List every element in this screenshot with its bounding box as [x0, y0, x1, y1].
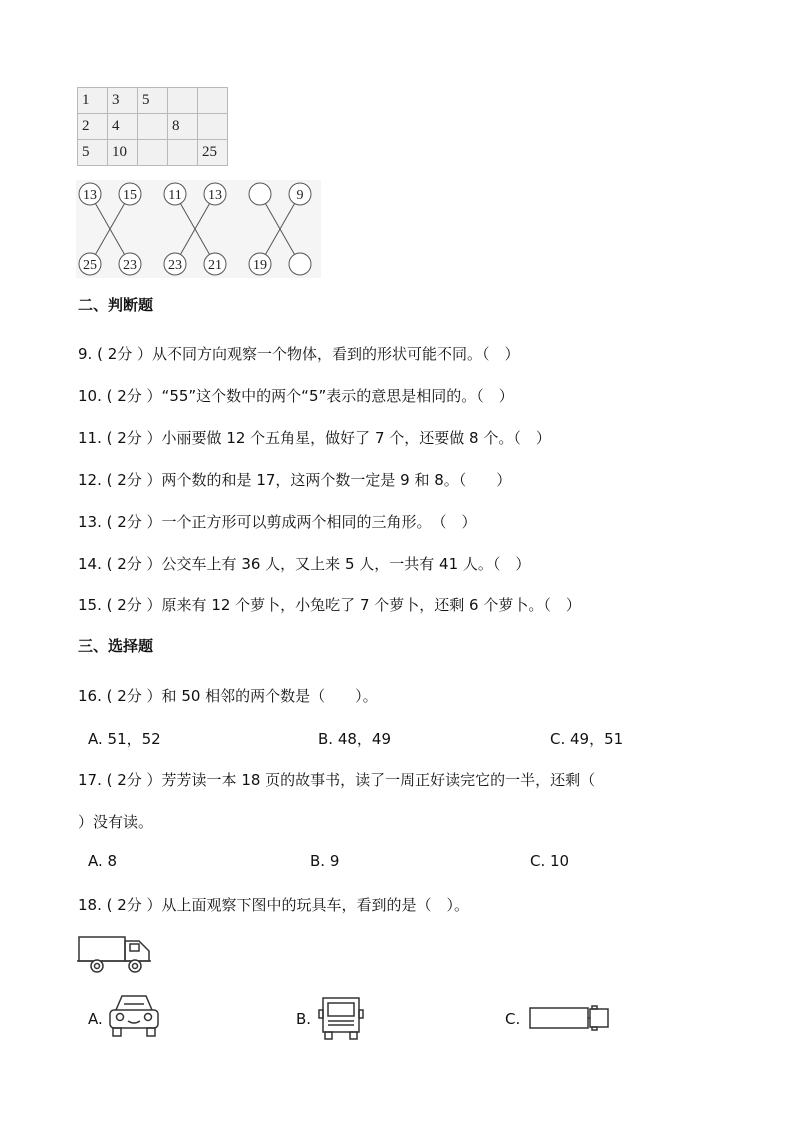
grid-row	[78, 88, 228, 114]
circle-number: 23	[123, 258, 137, 273]
circle-number: 15	[123, 188, 137, 203]
grid-cell	[138, 114, 168, 140]
grid-cell: 25	[198, 140, 228, 166]
section-heading: 二、判断题	[78, 296, 154, 314]
grid-cell: 8	[168, 114, 198, 140]
grid-cell: 10	[108, 140, 138, 166]
question-15: 15. ( 2分 ）原来有 12 个萝卜，小兔吃了 7 个萝卜，还剩 6 个萝卜。（ ）	[78, 596, 581, 614]
toy-truck-side-view-image	[77, 931, 157, 979]
grid-cell: 2	[78, 114, 108, 140]
grid-cell: 4	[108, 114, 138, 140]
circle-number: 13	[83, 188, 97, 203]
car-front-view-image[interactable]	[106, 992, 162, 1044]
question-17-line-2: ）没有读。	[78, 813, 154, 831]
option-b[interactable]: B.	[296, 1010, 312, 1028]
grid-cell	[198, 88, 228, 114]
circle-number: 13	[208, 188, 222, 203]
question-16: 16. ( 2分 ）和 50 相邻的两个数是（ ）。	[78, 687, 378, 705]
question-9: 9. ( 2分 ）从不同方向观察一个物体，看到的形状可能不同。（ ）	[78, 345, 520, 363]
circle	[289, 253, 311, 275]
grid-cell	[138, 140, 168, 166]
grid-cell: 1	[78, 88, 108, 114]
truck-top-view-image[interactable]	[528, 1005, 612, 1035]
option-c[interactable]: C.	[505, 1010, 521, 1028]
option-a[interactable]: A.	[88, 1010, 103, 1028]
option-b[interactable]: B. 48，49	[318, 730, 392, 748]
circle-number: 19	[253, 258, 267, 273]
truck-front-view-image[interactable]	[318, 996, 364, 1044]
option-b[interactable]: B. 9	[310, 852, 340, 870]
section-heading: 三、选择题	[78, 637, 154, 655]
circle-number: 25	[83, 258, 97, 273]
grid-cell: 5	[138, 88, 168, 114]
option-c[interactable]: C. 49，51	[550, 730, 624, 748]
grid-row	[78, 114, 228, 140]
number-grid	[77, 87, 228, 166]
question-12: 12. ( 2分 ）两个数的和是 17，这两个数一定是 9 和 8。（ ）	[78, 471, 512, 489]
question-13: 13. ( 2分 ）一个正方形可以剪成两个相同的三角形。 （ ）	[78, 513, 477, 531]
question-17-line-1: 17. ( 2分 ）芳芳读一本 18 页的故事书，读了一周正好读完它的一半，还剩（	[78, 771, 596, 789]
circle-number: 9	[296, 188, 304, 203]
circle-cross-puzzle	[76, 180, 321, 282]
option-c[interactable]: C. 10	[530, 852, 570, 870]
grid-cell: 5	[78, 140, 108, 166]
question-10: 10. ( 2分 ）“55”这个数中的两个“5”表示的意思是相同的。（ ）	[78, 387, 514, 405]
grid-cell	[198, 114, 228, 140]
grid-cell	[168, 88, 198, 114]
option-a[interactable]: A. 51，52	[88, 730, 161, 748]
circle-number: 21	[208, 258, 222, 273]
circle-number: 11	[168, 188, 182, 203]
grid-row	[78, 140, 228, 166]
question-18: 18. ( 2分 ）从上面观察下图中的玩具车，看到的是（ ）。	[78, 896, 470, 914]
option-a[interactable]: A. 8	[88, 852, 118, 870]
circle-number: 23	[168, 258, 182, 273]
grid-cell: 3	[108, 88, 138, 114]
question-11: 11. ( 2分 ）小丽要做 12 个五角星，做好了 7 个，还要做 8 个。（ ）	[78, 429, 551, 447]
circle	[249, 183, 271, 205]
grid-cell	[168, 140, 198, 166]
question-14: 14. ( 2分 ）公交车上有 36 人，又上来 5 人，一共有 41 人。（ ）	[78, 555, 531, 573]
